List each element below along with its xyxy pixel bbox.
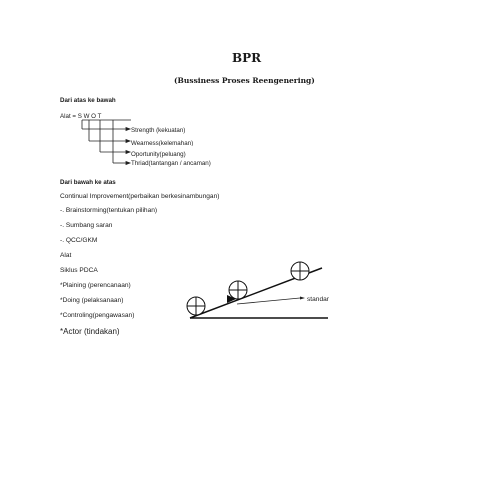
text-line: *Controling(pengawasan) [60,312,135,319]
alat-label: Alat = [60,113,78,120]
text-line-actor: *Actor (tindakan) [60,327,120,336]
pdca-wheel-icon [291,262,309,280]
swot-threat: Thriad(tantangan / ancaman) [131,160,211,167]
standar-label: standar [307,296,329,303]
swot-letter-w: W [83,113,90,120]
swot-letter-s: S [77,113,82,120]
swot-strength: Strength (kekuatan) [131,127,186,134]
swot-bracket-diagram [82,120,131,165]
pdca-wheel-icon [187,297,205,315]
doc-title: BPR [232,51,262,65]
pdca-slope-diagram [187,262,328,318]
swot-letter-o: O [91,113,96,120]
text-line: *Doing (pelaksanaan) [60,297,124,304]
pdca-wheel-icon [229,281,247,299]
text-line: Siklus PDCA [60,267,98,274]
swot-weakness: Wearness(kelemahan) [131,140,194,146]
text-line: *Plaining (perencanaan) [60,282,131,289]
doc-subtitle: (Bussiness Proses Reengenering) [174,76,315,85]
text-line: -. Brainstorming(tentukan pilihan) [60,207,158,214]
section-heading-bottom-up: Dari bawah ke atas [60,179,116,186]
swot-opportunity: Oportunity(peluang) [131,151,186,158]
text-line: Continual Improvement(perbaikan berkesinambungan) [60,193,220,200]
standar-arrow [237,298,300,304]
text-line: Alat [60,252,72,259]
text-line: -. Sumbang saran [60,222,113,229]
section-heading-top-down: Dari atas ke bawah [60,97,116,104]
text-line: -. QCC/GKM [60,237,98,244]
swot-letter-t: T [97,113,102,120]
